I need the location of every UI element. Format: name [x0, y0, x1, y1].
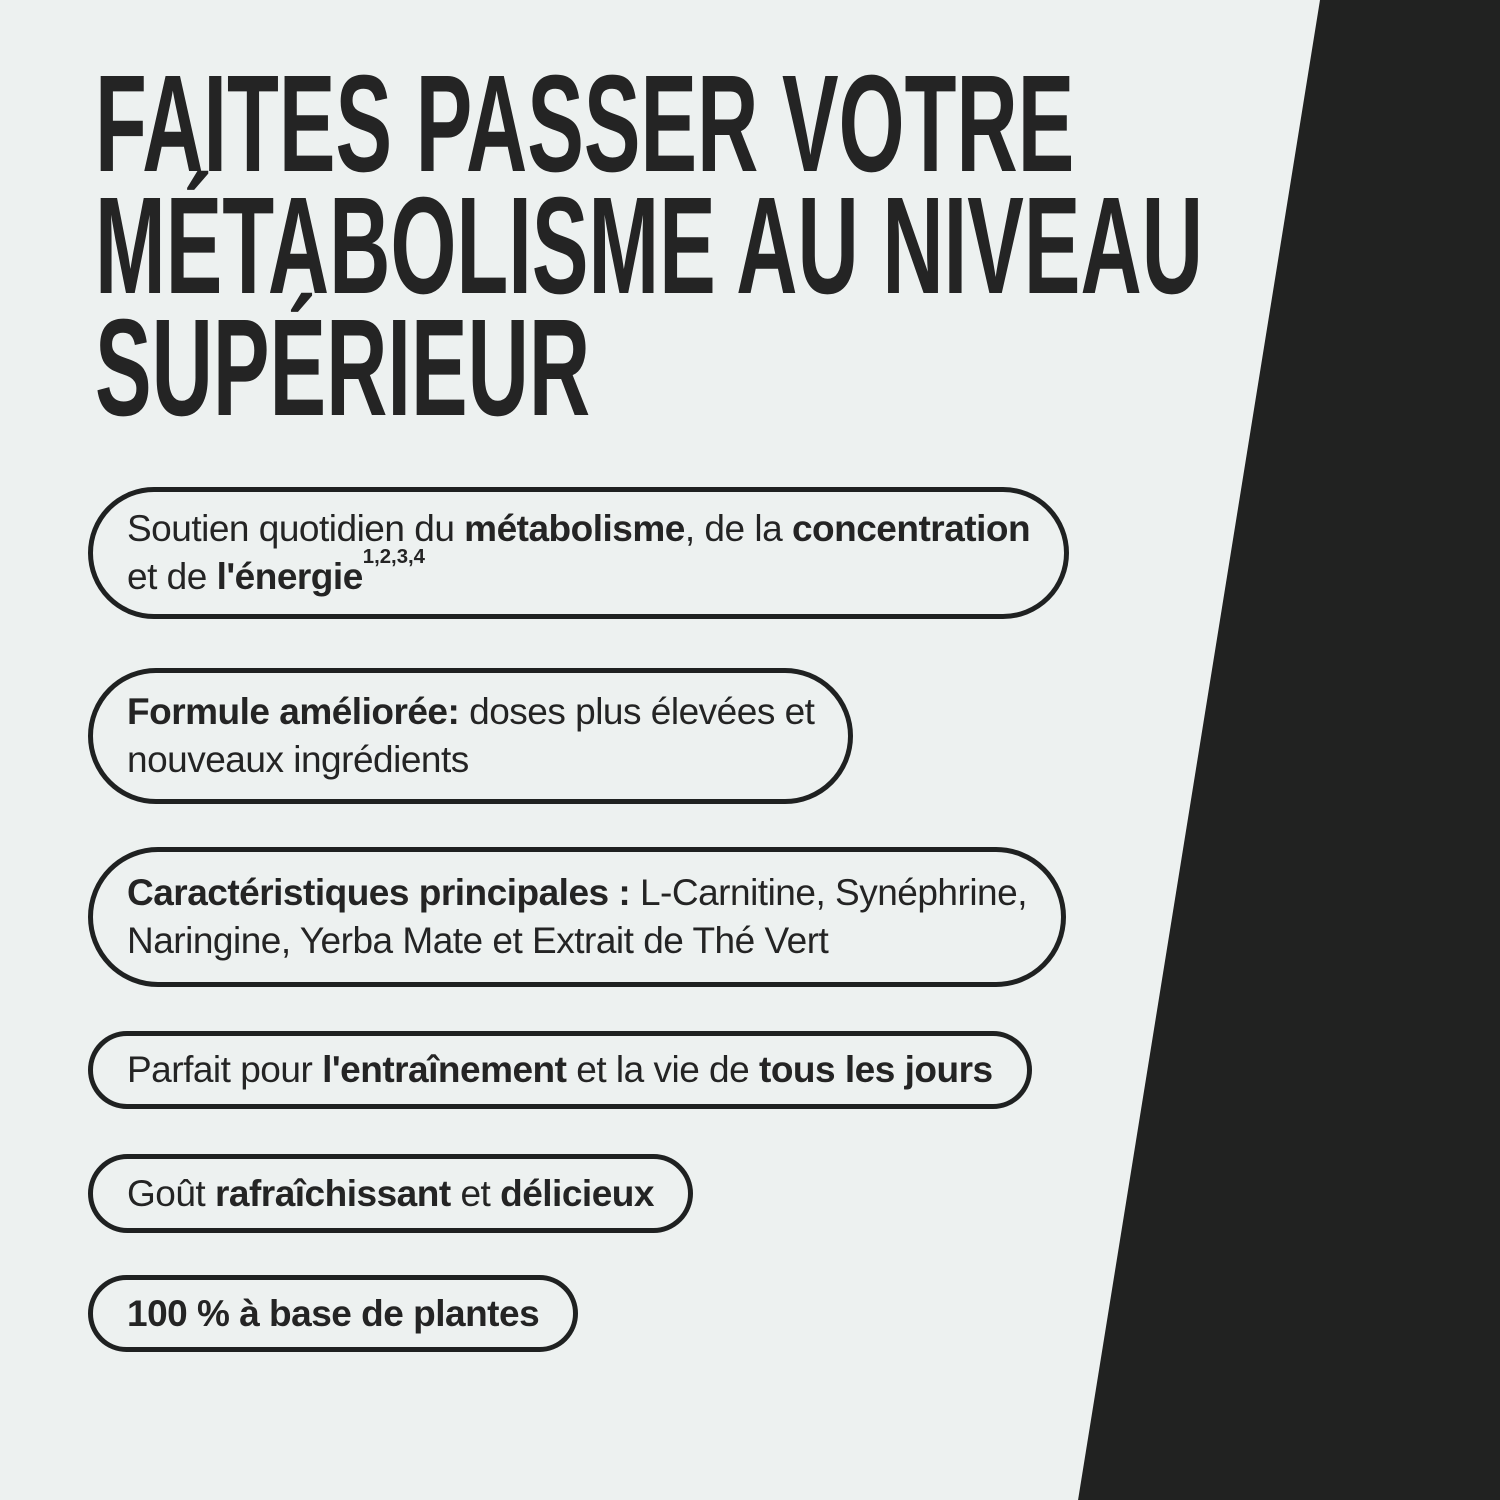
benefit-pill-text: Caractéristiques principales : L-Carnitine, Synéphrine, Naringine, Yerba Mate et Extrait de Thé Vert	[127, 872, 1027, 961]
benefit-pill-text: Soutien quotidien du métabolisme, de la concentration et de l'énergie$^{1,2,3,4}$	[127, 508, 1031, 597]
benefit-pill-key-features	[88, 847, 1066, 987]
benefit-pill-text: Goût rafraîchissant et délicieux	[127, 1172, 654, 1214]
headline-line-2: MÉTABOLISME AU NIVEAU	[95, 169, 1204, 323]
benefit-pill-training-everyday	[88, 1031, 1032, 1109]
benefit-pill-text: 100 % à base de plantes	[127, 1292, 540, 1334]
benefit-pill-text: Formule améliorée: doses plus élevées et nouveaux ingrédients	[127, 691, 815, 780]
benefit-pill-plant-based	[88, 1275, 578, 1352]
benefit-pill-improved-formula	[88, 668, 853, 804]
headline	[95, 47, 1204, 445]
benefit-pill-text: Parfait pour l'entraînement et la vie de tous les jours	[127, 1049, 993, 1090]
benefit-pill-taste	[88, 1154, 693, 1233]
benefit-pill-metabolism-support	[88, 487, 1069, 619]
headline-line-1: FAITES PASSER VOTRE	[95, 47, 1075, 201]
headline-line-3: SUPÉRIEUR	[95, 291, 591, 445]
